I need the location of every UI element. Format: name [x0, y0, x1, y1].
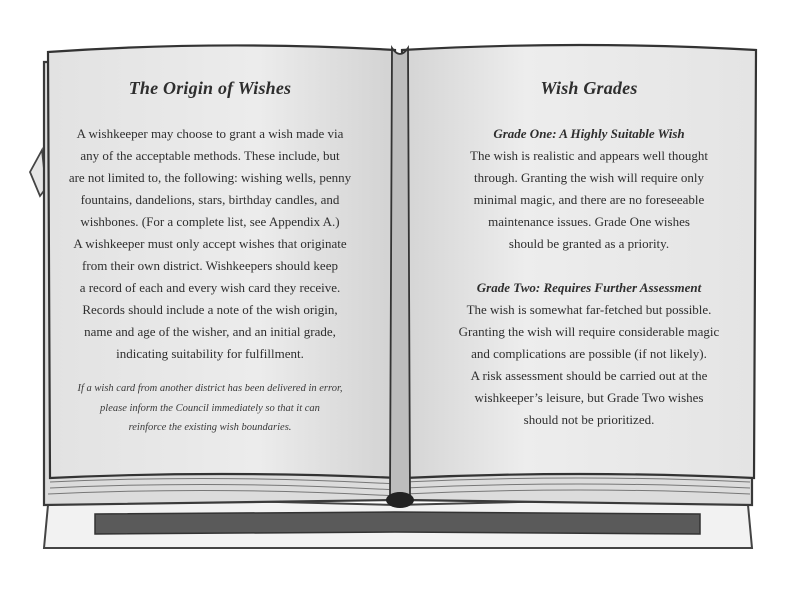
note-line: reinforce the existing wish boundaries. — [128, 422, 292, 433]
note-line: please inform the Council immediately so that it can — [100, 402, 320, 414]
text-line: indicating suitability for fulfillment. — [116, 346, 304, 361]
grade-two-text — [434, 299, 744, 431]
text-line: The wish is realistic and appears well thought — [470, 148, 708, 163]
left-page-title: The Origin of Wishes — [128, 78, 292, 98]
text-line: The wish is somewhat far-fetched but possible. — [466, 302, 712, 317]
book-spine — [390, 48, 410, 496]
text-line: wishkeeper’s leisure, but Grade Two wishes — [474, 390, 704, 405]
text-line: minimal magic, and there are no foreseeable — [473, 192, 705, 207]
text-line: maintenance issues. Grade One wishes — [488, 214, 690, 229]
book-cover-band — [95, 512, 700, 534]
grade-two-section — [434, 277, 744, 431]
grade-one-section — [434, 123, 744, 255]
text-line: are not limited to, the following: wishing wells, penny — [68, 170, 352, 185]
text-line: a record of each and every wish card they receive. — [79, 280, 341, 295]
text-line: name and age of the wisher, and an initial grade, — [84, 324, 336, 339]
district-note — [60, 379, 360, 438]
text-line: through. Granting the wish will require only — [474, 170, 704, 185]
left-page-content — [60, 78, 360, 438]
text-line: should not be prioritized. — [523, 412, 655, 427]
right-page-title: Wish Grades — [540, 78, 638, 98]
note-line: If a wish card from another district has been delivered in error, — [77, 383, 343, 394]
text-line: from their own district. Wishkeepers should keep — [82, 258, 338, 273]
spine-base — [386, 492, 414, 508]
grade-two-heading: Grade Two: Requires Further Assessment — [476, 280, 702, 295]
text-line: fountains, dandelions, stars, birthday candles, and — [80, 192, 340, 207]
text-line: A wishkeeper must only accept wishes that originate — [73, 236, 347, 251]
right-page-content — [434, 78, 744, 453]
text-line: any of the acceptable methods. These include, but — [80, 148, 340, 163]
origin-paragraph — [60, 123, 360, 365]
text-line: wishbones. (For a complete list, see Appendix A.) — [80, 214, 340, 229]
text-line: should be granted as a priority. — [508, 236, 670, 251]
text-line: A wishkeeper may choose to grant a wish made via — [76, 126, 344, 141]
grade-one-heading: Grade One: A Highly Suitable Wish — [493, 126, 685, 141]
text-line: and complications are possible (if not likely). — [471, 346, 707, 361]
text-line: Records should include a note of the wish origin, — [82, 302, 338, 317]
text-line: Granting the wish will require considerable magic — [458, 324, 720, 339]
grade-one-text — [434, 145, 744, 255]
text-line: A risk assessment should be carried out at the — [470, 368, 708, 383]
